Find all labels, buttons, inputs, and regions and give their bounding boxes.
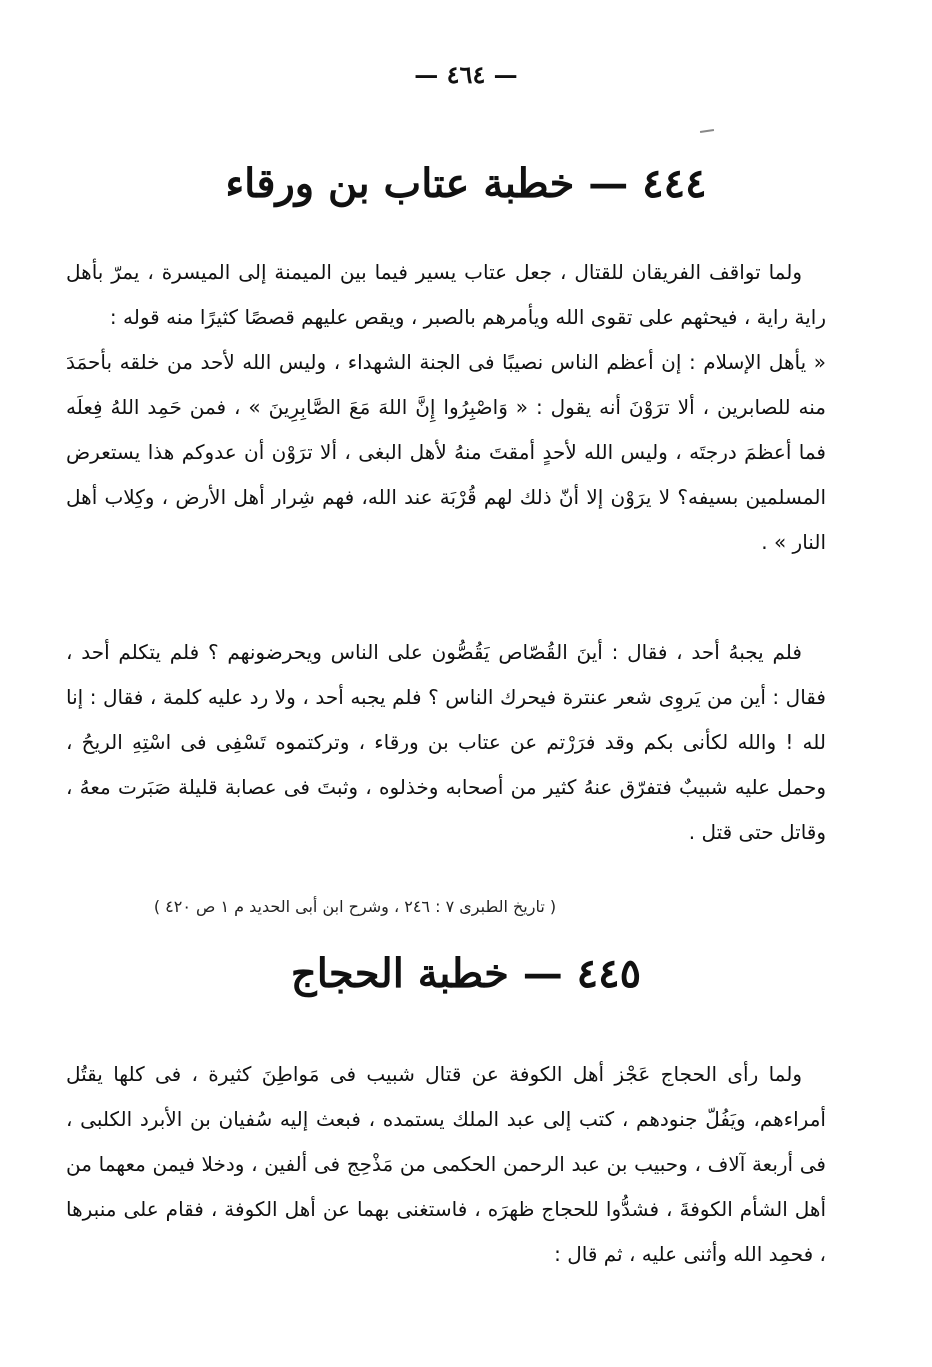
section-445-body: ولما رأى الحجاج عَجْز أهل الكوفة عن قتال شبيب فى مَواطِنَ كثيرة ، فى كلها يقتُل أمراءهم، ويَفُلّ جنودهم ، كتب إلى عبد الملك يستمده ، فبعث إليه سُفيان بن الأبرد الكلبى ، فى أربعة آلاف ، وحبيب بن عبد الرحمن الحكمى من مَذْحِج فى ألفين ، ودخلا فيمن معهما من أهل الشأم الكوفةَ ، فشدُّوا للحجاج ظهرَه ، فاستغنى بهما عن أهل الكوفة ، فقام على منبرها ، فحمِد الله وأثنى عليه ، ثم قال : (66, 1062, 826, 1266)
section-444-body: فلم يجبهُ أحد ، فقال : أينَ القُصّاص يَقُصُّون على الناس ويحرضونهم ؟ فلم يتكلم أحد ، فقال : أين من يَروِى شعر عنترة فيحرك الناس ؟ فلم يجبه أحد ، ولا رد عليه كلمة ، فقال : إنا لله ! والله لكأنى بكم وقد فرَرْتم عن عتاب بن ورقاء ، وتركتموه تَسْفِى فى اسْتِهِ الريحُ ، وحمل عليه شبيبٌ فتفرّق عنهُ كثير من أصحابه وخذلوه ، وثبتَ فى عصابة قليلة صَبَرت معهُ ، وقاتل حتى قتل . (66, 640, 826, 844)
page-number: — ٤٦٤ — (414, 60, 518, 89)
section-445-text (66, 1052, 826, 1277)
section-title-445: ٤٤٥ — خطبة الحجاج (290, 950, 642, 997)
section-title-444: ٤٤٤ — خطبة عتاب بن ورقاء (225, 160, 707, 207)
section-444-body-block (66, 630, 826, 855)
section-444-intro: ولما تواقف الفريقان للقتال ، جعل عتاب يسير فيما بين الميمنة إلى الميسرة ، يمرّ بأهل راية راية ، فيحثهم على تقوى الله ويأمرهم بالصبر ، ويقص عليهم قصصًا كثيرًا منه قوله : (66, 260, 826, 329)
section-444-source: ( تاريخ الطبرى ٧ : ٢٤٦ ، وشرح ابن أبى الحديد م ١ ص ٤٢٠ ) (153, 897, 557, 916)
scan-speck (700, 129, 714, 133)
section-444-text (66, 250, 826, 565)
section-444-quote: « يأهل الإسلام : إن أعظم الناس نصيبًا فى الجنة الشهداء ، وليس الله لأحد من خلقه بأحمَدَ منه للصابرين ، ألا ترَوْنَ أنه يقول : « وَاصْبِرُوا إِنَّ اللهَ مَعَ الصَّابِرِينَ » ، فمن حَمِد اللهُ فِعلَه فما أعظمَ درجتَه ، وليس الله لأحدٍ أمقتَ منهُ لأهل البغى ، ألا ترَوْن أن عدوكم هذا يستعرض المسلمين بسيفه؟ لا يرَوْن إلا أنّ ذلك لهم قُرْبَة عند الله، فهم شِرار أهل الأرض ، وكِلاب أهل النار » . (66, 350, 826, 554)
